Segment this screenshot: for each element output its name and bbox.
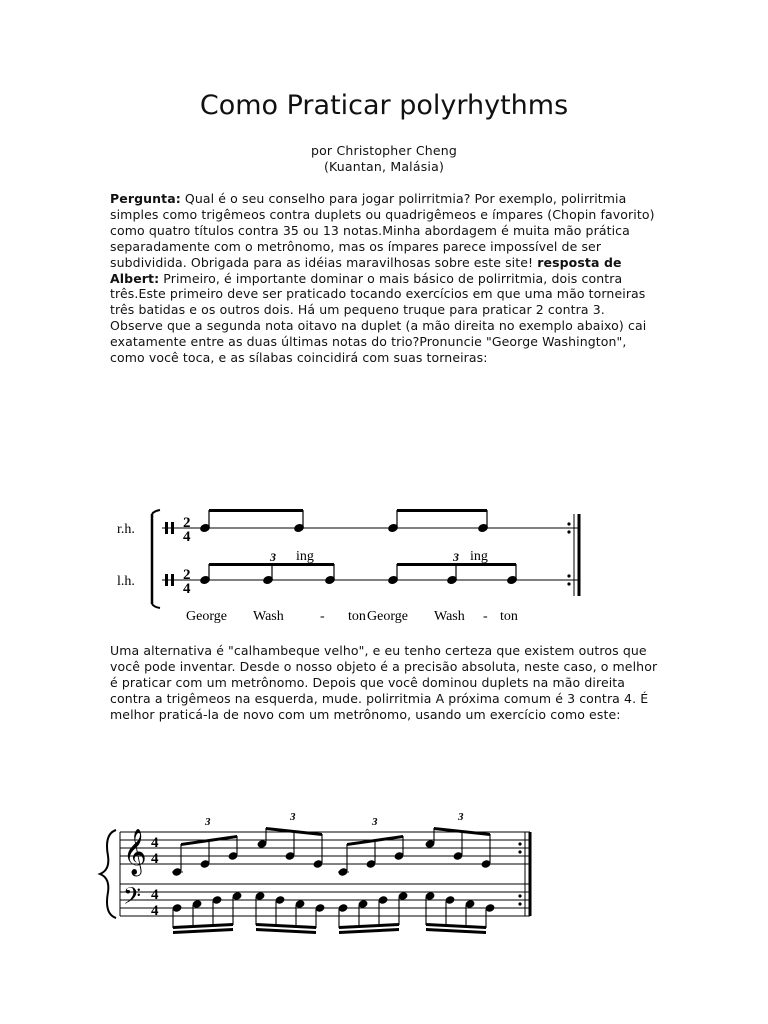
triplet-mark: 3 [453, 550, 459, 564]
syllable-ing: ing [296, 549, 314, 564]
time-signature-top: 4 [151, 835, 159, 851]
answer-text: Primeiro, é importante dominar o mais básico de polirritmia, dois contra três.Este primeiro deve ser praticado tocando exercícios em que uma mão torneiras três batidas e os outros dois. Há um pequeno truque para praticar 2 contra 3. Observe que a segunda nota oitavo na duplet (a mão direita no exemplo abaixo) cai exatamente entre as duas últimas notas do trio?Pronuncie "George Washington", como você toca, e as sílabas coincidirá com suas torneiras: [110, 270, 647, 366]
time-signature-bottom: 4 [151, 851, 159, 867]
triplet-mark: 3 [372, 816, 378, 828]
right-hand-notes [200, 509, 489, 533]
time-signature-top: 2 [183, 567, 191, 583]
bass-sixteenth-notes [172, 892, 495, 934]
treble-triplet-notes [172, 827, 491, 876]
lyric: George [186, 609, 227, 624]
byline [0, 143, 768, 175]
lyric: - [320, 609, 325, 624]
question-answer-paragraph [110, 191, 658, 366]
lyric: George [367, 609, 408, 624]
treble-clef-icon: 𝄞 [123, 829, 147, 874]
left-hand-label: l.h. [117, 574, 135, 589]
question-label: Pergunta: [110, 191, 181, 206]
lyrics-line [186, 609, 518, 624]
triplet-mark: 3 [290, 811, 296, 823]
right-hand-label: r.h. [117, 522, 135, 537]
syllable-ing: ing [470, 549, 488, 564]
time-signature-top: 2 [183, 515, 191, 531]
lyric: - [483, 609, 488, 624]
answer-label: resposta de Albert: [110, 254, 622, 286]
location-line: (Kuantan, Malásia) [323, 159, 445, 174]
rhythm-figure-3-against-4 [0, 800, 768, 940]
time-signature-bottom: 4 [151, 903, 159, 919]
author-line: por Christopher Cheng [310, 143, 458, 158]
bass-clef-icon: 𝄢 [123, 884, 142, 915]
lyric: Wash [434, 609, 465, 624]
left-hand-notes [200, 563, 518, 585]
page-title: Como Praticar polyrhythms [199, 90, 569, 121]
rhythm-figure-2-against-3 [0, 500, 768, 640]
triplet-mark: 3 [205, 816, 211, 828]
alternative-paragraph: Uma alternativa é "calhambeque velho", e eu tenho certeza que existem outros que você pode inventar. Desde o nosso objeto é a precisão absoluta, neste caso, o melhor é praticar com um metrônomo. Depois que você dominou duplets na mão direita contra a trigêmeos na esquerda, mude. polirritmia A próxima comum é 3 contra 4. É melhor praticá-la de novo com um metrônomo, usando um exercício como este: [110, 643, 658, 722]
time-signature-bottom: 4 [183, 581, 191, 597]
time-signature-top: 4 [151, 887, 159, 903]
lyric: ton [348, 609, 366, 624]
triplet-mark: 3 [270, 550, 276, 564]
triplet-mark: 3 [458, 811, 464, 823]
time-signature-bottom: 4 [183, 529, 191, 545]
lyric: ton [500, 609, 518, 624]
lyric: Wash [253, 609, 284, 624]
question-text: Qual é o seu conselho para jogar polirritmia? Por exemplo, polirritmia simples como trigêmeos contra duplets ou quadrigêmeos e ímpares (Chopin favorito) como quatro títulos contra 35 ou 13 notas.Minha abordagem é muita mão prática separadamente com o metrônomo, mas os ímpares parece impossível de ser subdividida. Obrigada para as idéias maravilhosas sobre este site! [110, 191, 655, 270]
